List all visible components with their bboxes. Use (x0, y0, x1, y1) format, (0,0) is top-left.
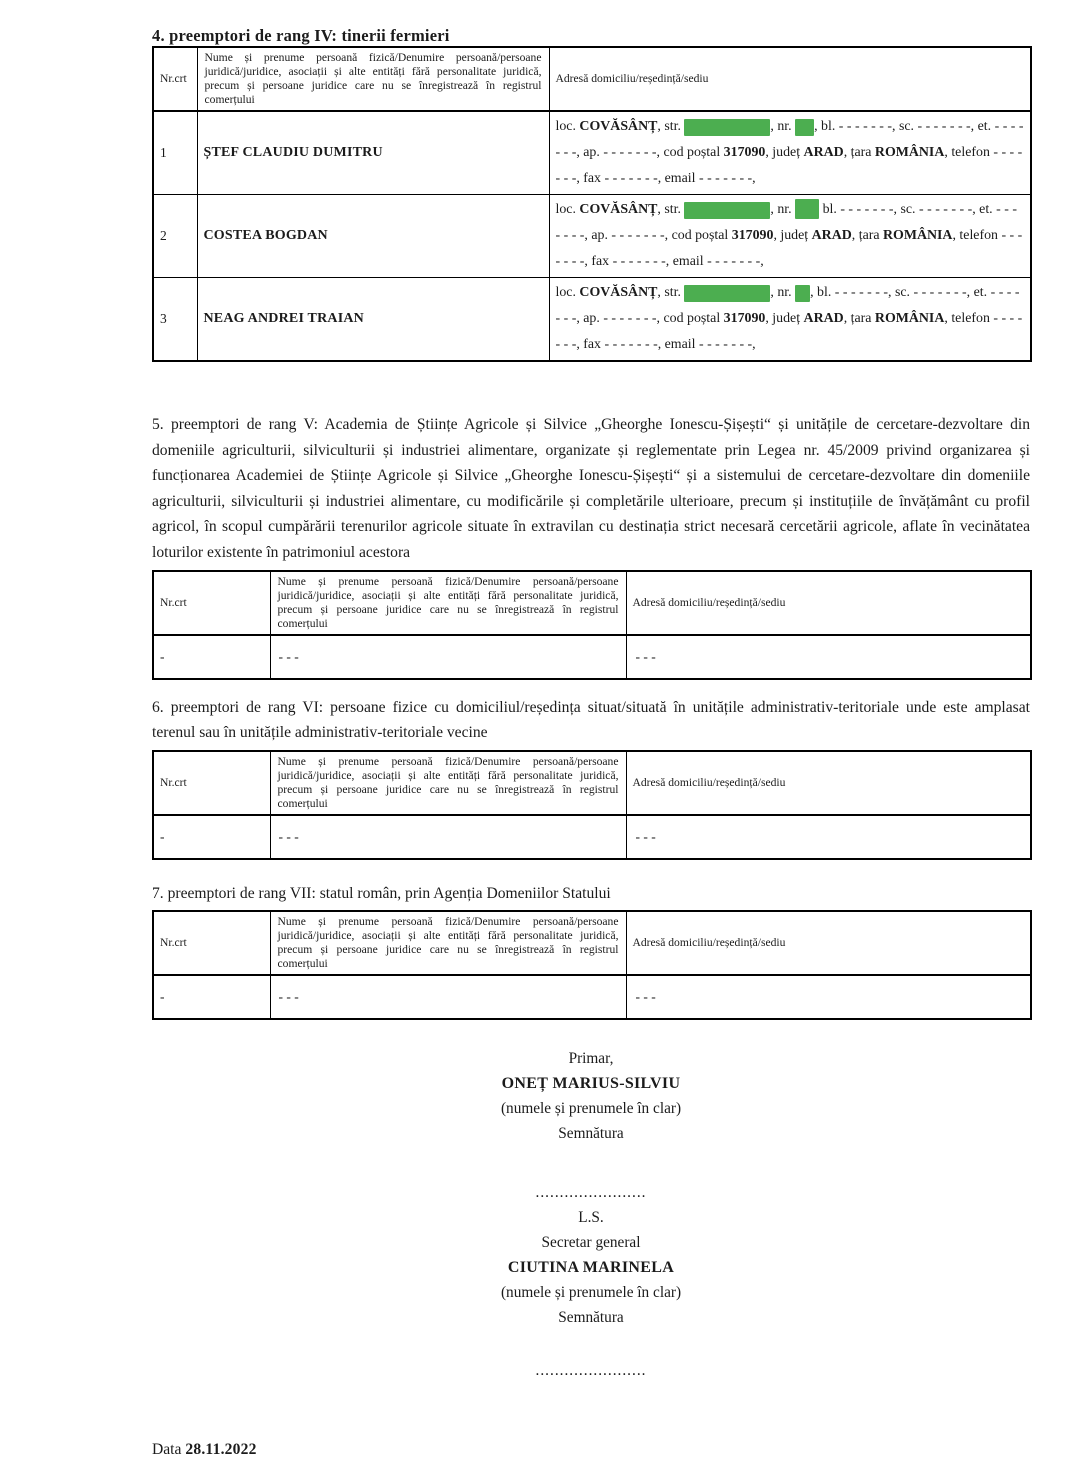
rang7-header-row (153, 911, 1031, 975)
signature-dots: ....................... (535, 1362, 647, 1380)
ls-label: L.S. (578, 1209, 604, 1227)
person-address: loc. COVĂSÂNȚ, str. , nr. , bl. - - - - - - -, sc. - - - - - - -, et. - - - - - - -, ap. - - - - - - -, cod poștal 317090, județ ARAD, țara ROMÂNIA, telefon - - - - - - -, fax - - - - - - -, email - - - - - - -, (549, 111, 1031, 195)
section6-paragraph: 6. preemptori de rang VI: persoane fizice cu domiciliul/reședința situat/situată în unitățile administrativ-teritoriale unde este amplasat terenul sau în unitățile administrativ-teritoriale vecine (152, 698, 1030, 742)
primar-name: ONEȚ MARIUS-SILVIU (501, 1075, 681, 1093)
redaction-street-box (684, 202, 770, 219)
semnatura-label: Semnătura (558, 1125, 624, 1143)
redaction-number-box (795, 285, 810, 302)
header-nume: Nume și prenume persoană fizică/Denumire persoană/persoane juridică/juridice, asociații și alte entități fără personalitate juridică, precum și persoane juridice care nu se înregistrează în registrul comerțului (270, 751, 626, 815)
header-nume: Nume și prenume persoană fizică/Denumire persoană/persoane juridică/juridice, asociații și alte entități fără personalitate juridică, precum și persoane juridice care nu se înregistrează în registrul comerțului (197, 47, 549, 111)
person-address: loc. COVĂSÂNȚ, str. , nr. bl. - - - - - - -, sc. - - - - - - -, et. - - - - - - -, ap. - - - - - - -, cod poștal 317090, județ ARAD, țara ROMÂNIA, telefon - - - - - - -, fax - - - - - - -, email - - - - - - -, (549, 195, 1031, 278)
header-adresa: Adresă domiciliu/reședință/sediu (626, 751, 1031, 815)
redaction-street-box (684, 119, 770, 136)
rang7-table (152, 910, 1032, 1020)
table-row (153, 195, 1031, 278)
empty-row: - - - - - - - (153, 815, 1031, 859)
primar-title: Primar, (568, 1050, 614, 1068)
header-nrcrt: Nr.crt (153, 47, 197, 111)
table-row (153, 278, 1031, 362)
header-nrcrt: Nr.crt (153, 751, 270, 815)
header-nume: Nume și prenume persoană fizică/Denumire persoană/persoane juridică/juridice, asociații și alte entități fără personalitate juridică, precum și persoane juridice care nu se înregistrează în registrul comerțului (270, 571, 626, 635)
redaction-number-box (795, 119, 814, 136)
rang5-table (152, 570, 1032, 680)
row-number: 2 (153, 195, 197, 278)
person-name: COSTEA BOGDAN (197, 195, 549, 278)
empty-row: - - - - - - - (153, 635, 1031, 679)
secretar-name: CIUTINA MARINELA (507, 1259, 675, 1277)
row-number: 3 (153, 278, 197, 362)
secretar-title: Secretar general (541, 1234, 641, 1252)
rang5-header-row (153, 571, 1031, 635)
rang6-table (152, 750, 1032, 860)
name-note: (numele și prenumele în clar) (500, 1284, 682, 1302)
section4-heading-clipped (152, 26, 1030, 45)
redaction-street-box (684, 285, 770, 302)
person-name: ȘTEF CLAUDIU DUMITRU (197, 111, 549, 195)
rang4-table (152, 46, 1032, 362)
table-row (153, 111, 1031, 195)
header-nume: Nume și prenume persoană fizică/Denumire persoană/persoane juridică/juridice, asociații și alte entități fără personalitate juridică, precum și persoane juridice care nu se înregistrează în registrul comerțului (270, 911, 626, 975)
semnatura-label: Semnătura (558, 1309, 624, 1327)
signature-block (152, 1046, 1030, 1383)
document-content (152, 0, 1030, 1459)
person-address: loc. COVĂSÂNȚ, str. , nr. , bl. - - - - - - -, sc. - - - - - - -, et. - - - - - - -, ap. - - - - - - -, cod poștal 317090, județ ARAD, țara ROMÂNIA, telefon - - - - - - -, fax - - - - - - -, email - - - - - - -, (549, 278, 1031, 362)
rang4-header-row (153, 47, 1031, 111)
person-name: NEAG ANDREI TRAIAN (197, 278, 549, 362)
date-value: 28.11.2022 (185, 1441, 257, 1459)
section7-paragraph: 7. preemptori de rang VII: statul român, prin Agenția Domeniilor Statului (152, 884, 611, 902)
header-nrcrt: Nr.crt (153, 911, 270, 975)
section4-heading-text: 4. preemptori de rang IV: tinerii fermieri (152, 26, 450, 45)
empty-row: - - - - - - - (153, 975, 1031, 1019)
header-adresa: Adresă domiciliu/reședință/sediu (549, 47, 1031, 111)
date-line: Data 28.11.2022 (152, 1441, 257, 1459)
header-adresa: Adresă domiciliu/reședință/sediu (626, 571, 1031, 635)
redaction-number-box (795, 199, 819, 219)
row-number: 1 (153, 111, 197, 195)
header-nrcrt: Nr.crt (153, 571, 270, 635)
section5-paragraph: 5. preemptori de rang V: Academia de Științe Agricole și Silvice „Gheorghe Ionescu-Șișești“ și unitățile de cercetare-dezvoltare din domeniile agriculturii, silviculturii și industriei alimentare, organizate și reglementate prin Legea nr. 45/2009 privind organizarea și funcționarea Academiei de Științe Agricole și Silvice „Gheorghe Ionescu-Șișești“ și a sistemului de cercetare-dezvoltare din domeniile agriculturii, silviculturii și industriei alimentare, cu modificările și completările ulterioare, precum și instituțiile de învățământ cu profil agricol, în scopul cumpărării terenurilor agricole situate în extravilan cu destinația strict necesară cercetării agricole, aflate în vecinătatea loturilor existente în patrimoniul acestora (152, 416, 1030, 561)
name-note: (numele și prenumele în clar) (500, 1100, 682, 1118)
signature-dots: ....................... (535, 1184, 647, 1202)
rang6-header-row (153, 751, 1031, 815)
header-adresa: Adresă domiciliu/reședință/sediu (626, 911, 1031, 975)
